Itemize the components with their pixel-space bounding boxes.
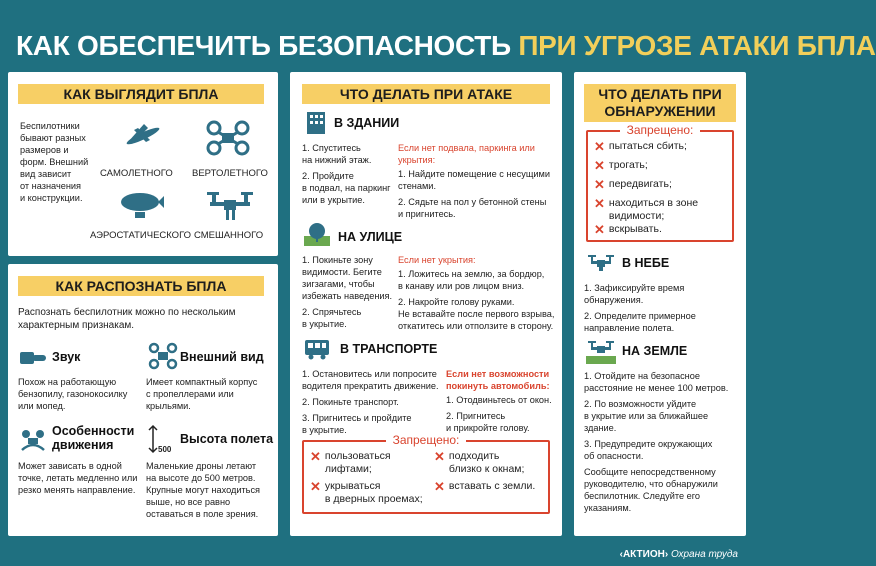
detect-header: ЧТО ДЕЛАТЬ ПРИ ОБНАРУЖЕНИИ xyxy=(584,84,736,122)
street-left: 1. Покиньте зону видимости. Бегите зигзагами, чтобы избежать наведения. 2. Спрячьтесь в укрытие. xyxy=(302,255,393,329)
attack-forbidden-item: ✕ вставать с земли. xyxy=(434,479,536,494)
footer-brand xyxy=(620,549,738,560)
detect-forbidden-item: ✕ вскрывать. xyxy=(594,222,662,237)
cross-icon: ✕ xyxy=(434,449,445,464)
hybrid-drone-icon xyxy=(206,190,254,224)
sign-sound-title: Звук xyxy=(52,350,81,364)
building-right: 1. Найдите помещение с несущими стенами. 2. Сядьте на пол у бетонной стены и пригнитесь. xyxy=(398,169,550,219)
cross-icon: ✕ xyxy=(594,139,605,154)
type-hybrid-label: СМЕШАННОГО xyxy=(194,230,264,241)
attack-forbidden-item: ✕ подходить близко к окнам; xyxy=(434,449,525,475)
look-intro: Беспилотники бывают разных размеров и форм. Внешний вид зависит от назначения и конструкции. xyxy=(20,121,89,203)
cross-icon: ✕ xyxy=(310,449,321,464)
street-title: НА УЛИЦЕ xyxy=(338,230,403,244)
drone-view-icon xyxy=(148,342,178,370)
detect-forbidden-item: ✕ трогать; xyxy=(594,158,648,173)
title-part2: ПРИ УГРОЗЕ АТАКИ БПЛА xyxy=(518,30,876,61)
sign-move-text: Может зависать в одной точке, летать медленно или резко менять направление. xyxy=(18,461,138,495)
sign-sound-text: Похож на работающую бензопилу, газонокосилку или мопед. xyxy=(18,377,128,411)
sky-drone-icon xyxy=(586,252,616,274)
type-aerostat-label: АЭРОСТАТИЧЕСКОГО xyxy=(90,230,192,241)
brand-product: Охрана труда xyxy=(670,549,738,560)
attack-forbidden-item: ✕ укрываться в дверных проемах; xyxy=(310,479,423,505)
aerostat-drone-icon xyxy=(118,190,164,222)
ground-drone-icon xyxy=(586,338,616,364)
recognize-header: КАК РАСПОЗНАТЬ БПЛА xyxy=(18,276,264,296)
street-right: 1. Ложитесь на землю, за бордюр, в канаву или ров лицом вниз. 2. Накройте голову руками. Не вставайте после первого взрыва, откатитесь или отползите в сторону. xyxy=(398,269,555,331)
type-plane-label: САМОЛЕТНОГО xyxy=(100,168,173,179)
sky-items: 1. Зафиксируйте время обнаружения. 2. Определите примерное направление полета. xyxy=(584,283,696,333)
street-right-title: Если нет укрытия: xyxy=(398,255,476,265)
sign-height-text: Маленькие дроны летают на высоте до 500 метров. Крупные могут находиться выше, но все равно оставаться в поле зрения. xyxy=(146,461,261,519)
detect-forbidden-item: ✕ передвигать; xyxy=(594,177,672,192)
page-title xyxy=(16,30,876,62)
chainsaw-icon xyxy=(18,346,48,368)
tree-icon xyxy=(304,222,330,246)
transport-left: 1. Остановитесь или попросите водителя прекратить движение. 2. Покиньте транспорт. 3. Пригнитесь и пройдите в укрытие. xyxy=(302,369,439,435)
brand-logo: ‹АКТИОН› xyxy=(619,549,669,560)
type-copter-label: ВЕРТОЛЕТНОГО xyxy=(192,168,268,179)
attack-card xyxy=(290,72,562,536)
cross-icon: ✕ xyxy=(594,222,605,237)
title-part1: КАК ОБЕСПЕЧИТЬ БЕЗОПАСНОСТЬ xyxy=(16,30,511,61)
cross-icon: ✕ xyxy=(594,196,605,211)
recognize-intro: Распознать беспилотник можно по нескольким характерным признакам. xyxy=(18,307,236,331)
look-card xyxy=(8,72,278,256)
ground-items: 1. Отойдите на безопасное расстояние не менее 100 метров. 2. По возможности уйдите в укрытие или за ближайшее здание. 3. Предупредите окружающих об опасности. Сообщите непосредственному руководителю, что обнаружили беспилотник. Следуйте его указаниям. xyxy=(584,371,729,513)
transport-right: 1. Отодвиньтесь от окон. 2. Пригнитесь и прикройте голову. xyxy=(446,395,552,433)
attack-forbidden-label: Запрещено: xyxy=(386,433,466,447)
building-title: В ЗДАНИИ xyxy=(334,116,400,130)
cross-icon: ✕ xyxy=(434,479,445,494)
detect-card xyxy=(574,72,746,536)
attack-header: ЧТО ДЕЛАТЬ ПРИ АТАКЕ xyxy=(302,84,550,104)
sign-move-title: Особенности движения xyxy=(52,424,135,452)
altitude-icon-label: 500 xyxy=(158,445,172,454)
look-header: КАК ВЫГЛЯДИТ БПЛА xyxy=(18,84,264,104)
detect-forbidden-item: ✕ находиться в зоне видимости; xyxy=(594,196,699,222)
attack-forbidden-item: ✕ пользоваться лифтами; xyxy=(310,449,391,475)
copter-drone-icon xyxy=(206,120,250,156)
detect-forbidden-item: ✕ пытаться сбить; xyxy=(594,139,687,154)
transport-right-title: Если нет возможности покинуть автомобиль: xyxy=(446,369,550,391)
recognize-card xyxy=(8,264,278,536)
cross-icon: ✕ xyxy=(594,158,605,173)
building-left: 1. Спуститесь на нижний этаж. 2. Пройдите в подвал, на паркинг или в укрытие. xyxy=(302,143,391,205)
detect-forbidden-label: Запрещено: xyxy=(620,123,700,137)
building-right-title: Если нет подвала, паркинга или укрытия: xyxy=(398,143,535,165)
sign-look-title: Внешний вид xyxy=(180,350,264,364)
movement-icon xyxy=(18,426,48,456)
sign-height-title: Высота полета xyxy=(180,432,274,446)
sky-title: В НЕБЕ xyxy=(622,256,670,270)
bus-icon xyxy=(304,338,330,360)
sign-look-text: Имеет компактный корпус с пропеллерами или крыльями. xyxy=(146,377,258,411)
cross-icon: ✕ xyxy=(594,177,605,192)
ground-title: НА ЗЕМЛЕ xyxy=(622,344,688,358)
transport-title: В ТРАНСПОРТЕ xyxy=(340,342,438,356)
cross-icon: ✕ xyxy=(310,479,321,494)
plane-drone-icon xyxy=(120,118,166,154)
building-icon xyxy=(304,110,328,134)
